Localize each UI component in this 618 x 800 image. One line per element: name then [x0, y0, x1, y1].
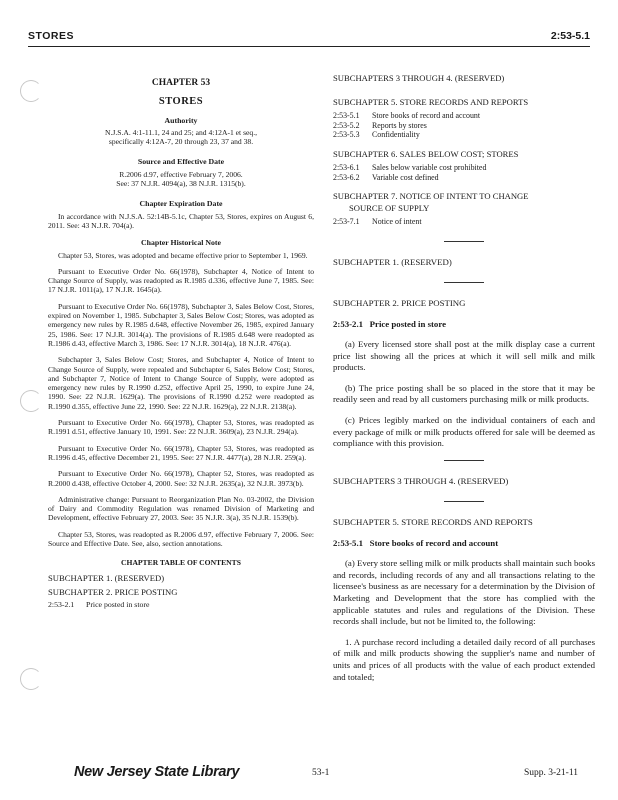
section-divider [444, 282, 484, 283]
subchapter-heading: SUBCHAPTER 5. STORE RECORDS AND REPORTS [333, 517, 533, 528]
header-rule [28, 46, 590, 47]
page-header [28, 30, 590, 46]
left-column [48, 73, 314, 610]
section-number: 2:53-5.1 [333, 537, 364, 548]
toc-subchapter: SUBCHAPTER 1. (RESERVED) [48, 572, 165, 583]
running-head-title: STORES [28, 30, 74, 42]
toc-entry-title: Confidentiality [372, 130, 420, 139]
section-divider [444, 501, 484, 502]
toc-heading: CHAPTER TABLE OF CONTENTS [121, 558, 241, 568]
section-paragraph: (b) The price posting shall be so placed in the store that it may be readily seen and read by all customers purchasing milk or milk products. [333, 382, 595, 405]
toc-entry-number: 2:53-6.2 [333, 172, 360, 182]
toc-entry-title: Notice of intent [372, 217, 422, 226]
toc-entry[interactable] [333, 217, 595, 227]
right-column [333, 73, 595, 683]
supplement-date: Supp. 3-21-11 [523, 768, 578, 778]
section-number: 2:53-2.1 [333, 318, 364, 329]
expiration-paragraph: In accordance with N.J.S.A. 52:14B-5.1c, Chapter 53, Stores, expires on August 6, 2011. See: 43 N.J.R. 704(a). [48, 211, 314, 230]
toc-entry[interactable] [333, 130, 595, 140]
source-heading: Source and Effective Date [137, 157, 225, 167]
section-title [333, 319, 595, 331]
section-paragraph: (a) Every licensed store shall post at the milk display case a current price list showing all the prices at which it will sell milk and milk products. [333, 339, 595, 373]
toc-entry-number: 2:53-7.1 [333, 217, 360, 226]
section-list-item: 1. A purchase record including a detailed daily record of all purchases of milk and milk products showing the supplier's name and number of units and prices of all products with the value of each product extended and totaled; [333, 636, 595, 682]
historical-note-heading: Chapter Historical Note [141, 238, 221, 248]
page-number: 53-1 [312, 768, 330, 778]
toc-entry[interactable] [333, 163, 595, 173]
expiration-heading: Chapter Expiration Date [139, 199, 223, 209]
section-name: Price posted in store [369, 318, 446, 329]
subchapter-heading: SUBCHAPTER 1. (RESERVED) [333, 256, 452, 267]
chapter-number: CHAPTER 53 [151, 78, 211, 88]
library-logo: New Jersey State Library [74, 764, 240, 780]
source-line: See: 37 N.J.R. 4094(a), 38 N.J.R. 1315(b). [116, 179, 246, 189]
toc-entry-title: Store books of record and account [372, 111, 481, 120]
historical-note: Chapter 53, Stores, was readopted as R.2006 d.97, effective February 7, 2006. See: Source and Effective Date. See, also, section annotations. [48, 529, 314, 548]
toc-subchapter-continued: SOURCE OF SUPPLY [349, 202, 430, 213]
chapter-title: STORES [158, 96, 204, 108]
toc-entry-title: Reports by stores [372, 120, 427, 130]
toc-entry-number: 2:53-5.2 [333, 120, 360, 130]
section-paragraph: (c) Prices legibly marked on the individual containers of each and every package of milk or milk products offered for sale will be deemed as compliance with this provision. [333, 414, 595, 449]
section-paragraph: (a) Every store selling milk or milk products shall maintain such books and records, including records of any and all transactions relating to the licensee's business as are necessary for a determination by the Division of Marketing and Development that the store has complied with the applicable statutes and rules and regulations of the Division. These records shall include, but not be limited to, the following: [333, 558, 595, 627]
historical-note: Pursuant to Executive Order No. 66(1978), Subchapter 4, Notice of Intent to Change Source of Supply, was readopted as R.1985 d.336, effective June 7, 1985. See: 17 N.J.R. 1011(a), 17 N.J.R. 1645(a). [48, 266, 314, 295]
punch-hole-mark [20, 80, 42, 102]
toc-subchapter: SUBCHAPTER 2. PRICE POSTING [48, 586, 178, 597]
punch-hole-mark [20, 668, 42, 690]
toc-entry[interactable] [333, 173, 595, 183]
historical-note: Pursuant to Executive Order No. 66(1978), Subchapter 3, Sales Below Cost, Stores, expired on November 1, 1985. Subchapter 3, Sales Below Cost; Stores, was adopted as emergency new rules by R.1985 d.648, effective November 26, 1985, expired January 25, 1986. See: 17 N.J.R. 3014(a). The provisions of R.1985 d.648 were readopted as R.1986 d.43, effective March 3, 1986. See: 17 N.J.R. 3014(a), 18 N.J.R. 476(a). [48, 301, 314, 348]
historical-note: Pursuant to Executive Order No. 66(1978), Chapter 53, Stores, was readopted as R.1991 d.51, effective January 10, 1991. See: 22 N.J.R. 3609(a), 23 N.J.R. 294(a). [48, 418, 314, 437]
source-line: R.2006 d.97, effective February 7, 2006. [119, 169, 243, 179]
running-head-section: 2:53-5.1 [550, 30, 590, 42]
toc-entry-number: 2:53-5.3 [333, 130, 360, 139]
historical-note: Subchapter 3, Sales Below Cost; Stores, and Subchapter 4, Notice of Intent to Change Source of Supply, were repealed and Subchapter 6, Sales Below Cost; Stores, and Subchapter 7, Notice of Intent to Change Source of Supply, were adopted as emergency new rules by R.1990 d.252, effective April 25, 1990, to expire June 24, 1990. See: 22 N.J.R. 1629(a). The provisions of R.1990 d.252 were readopted as R.1990 d.355, effective June 22, 1990. See: 22 N.J.R. 1629(a), 22 N.J.R. 2138(a). [48, 355, 314, 411]
toc-subchapter: SUBCHAPTER 5. STORE RECORDS AND REPORTS [333, 96, 529, 107]
authority-line: N.J.S.A. 4:1-11.1, 24 and 25; and 4:12A-1 et seq., [104, 127, 257, 137]
subchapter-heading: SUBCHAPTERS 3 THROUGH 4. (RESERVED) [333, 475, 509, 486]
section-divider [444, 460, 484, 461]
historical-note: Administrative change: Pursuant to Reorganization Plan No. 03-2002, the Division of Dairy and Commodity Regulation was renamed Division of Marketing and Development, effective February 27, 2003. See: 35 N.J.R. 3(a), 35 N.J.R. 1539(b). [48, 494, 314, 523]
toc-entry[interactable] [333, 111, 595, 121]
section-title [333, 538, 595, 550]
section-divider [444, 241, 484, 242]
toc-entry[interactable] [333, 121, 595, 131]
toc-entry-number: 2:53-5.1 [333, 111, 360, 120]
historical-note: Pursuant to Executive Order No. 66(1978), Chapter 52, Stores, was readopted as R.2000 d.438, effective October 4, 2000. See: 32 N.J.R. 2635(a), 32 N.J.R. 3973(b). [48, 469, 314, 488]
toc-entry-number: 2:53-6.1 [333, 163, 360, 172]
toc-subchapter: SUBCHAPTER 6. SALES BELOW COST; STORES [333, 148, 519, 159]
section-name: Store books of record and account [369, 537, 499, 548]
toc-entry-title: Sales below variable cost prohibited [372, 163, 487, 172]
historical-note: Pursuant to Executive Order No. 66(1978), Chapter 53, Stores, was readopted as R.1996 d.45, effective December 21, 1995. See: 27 N.J.R. 4477(a), 28 N.J.R. 259(a). [48, 443, 314, 462]
punch-hole-mark [20, 390, 42, 412]
historical-note: Chapter 53, Stores, was adopted and became effective prior to September 1, 1969. [58, 250, 308, 260]
authority-heading: Authority [164, 115, 198, 125]
toc-entry-title: Variable cost defined [372, 172, 439, 182]
toc-subchapter: SUBCHAPTERS 3 THROUGH 4. (RESERVED) [333, 73, 505, 83]
toc-entry-number: 2:53-2.1 [48, 600, 75, 610]
authority-line: specifically 4:12A-7, 20 through 23, 37 and 38. [108, 137, 254, 147]
subchapter-heading: SUBCHAPTER 2. PRICE POSTING [333, 298, 466, 308]
toc-subchapter: SUBCHAPTER 7. NOTICE OF INTENT TO CHANGE [333, 191, 529, 201]
toc-entry[interactable] [48, 600, 314, 610]
toc-entry-title: Price posted in store [86, 600, 150, 610]
page-footer [60, 758, 590, 780]
